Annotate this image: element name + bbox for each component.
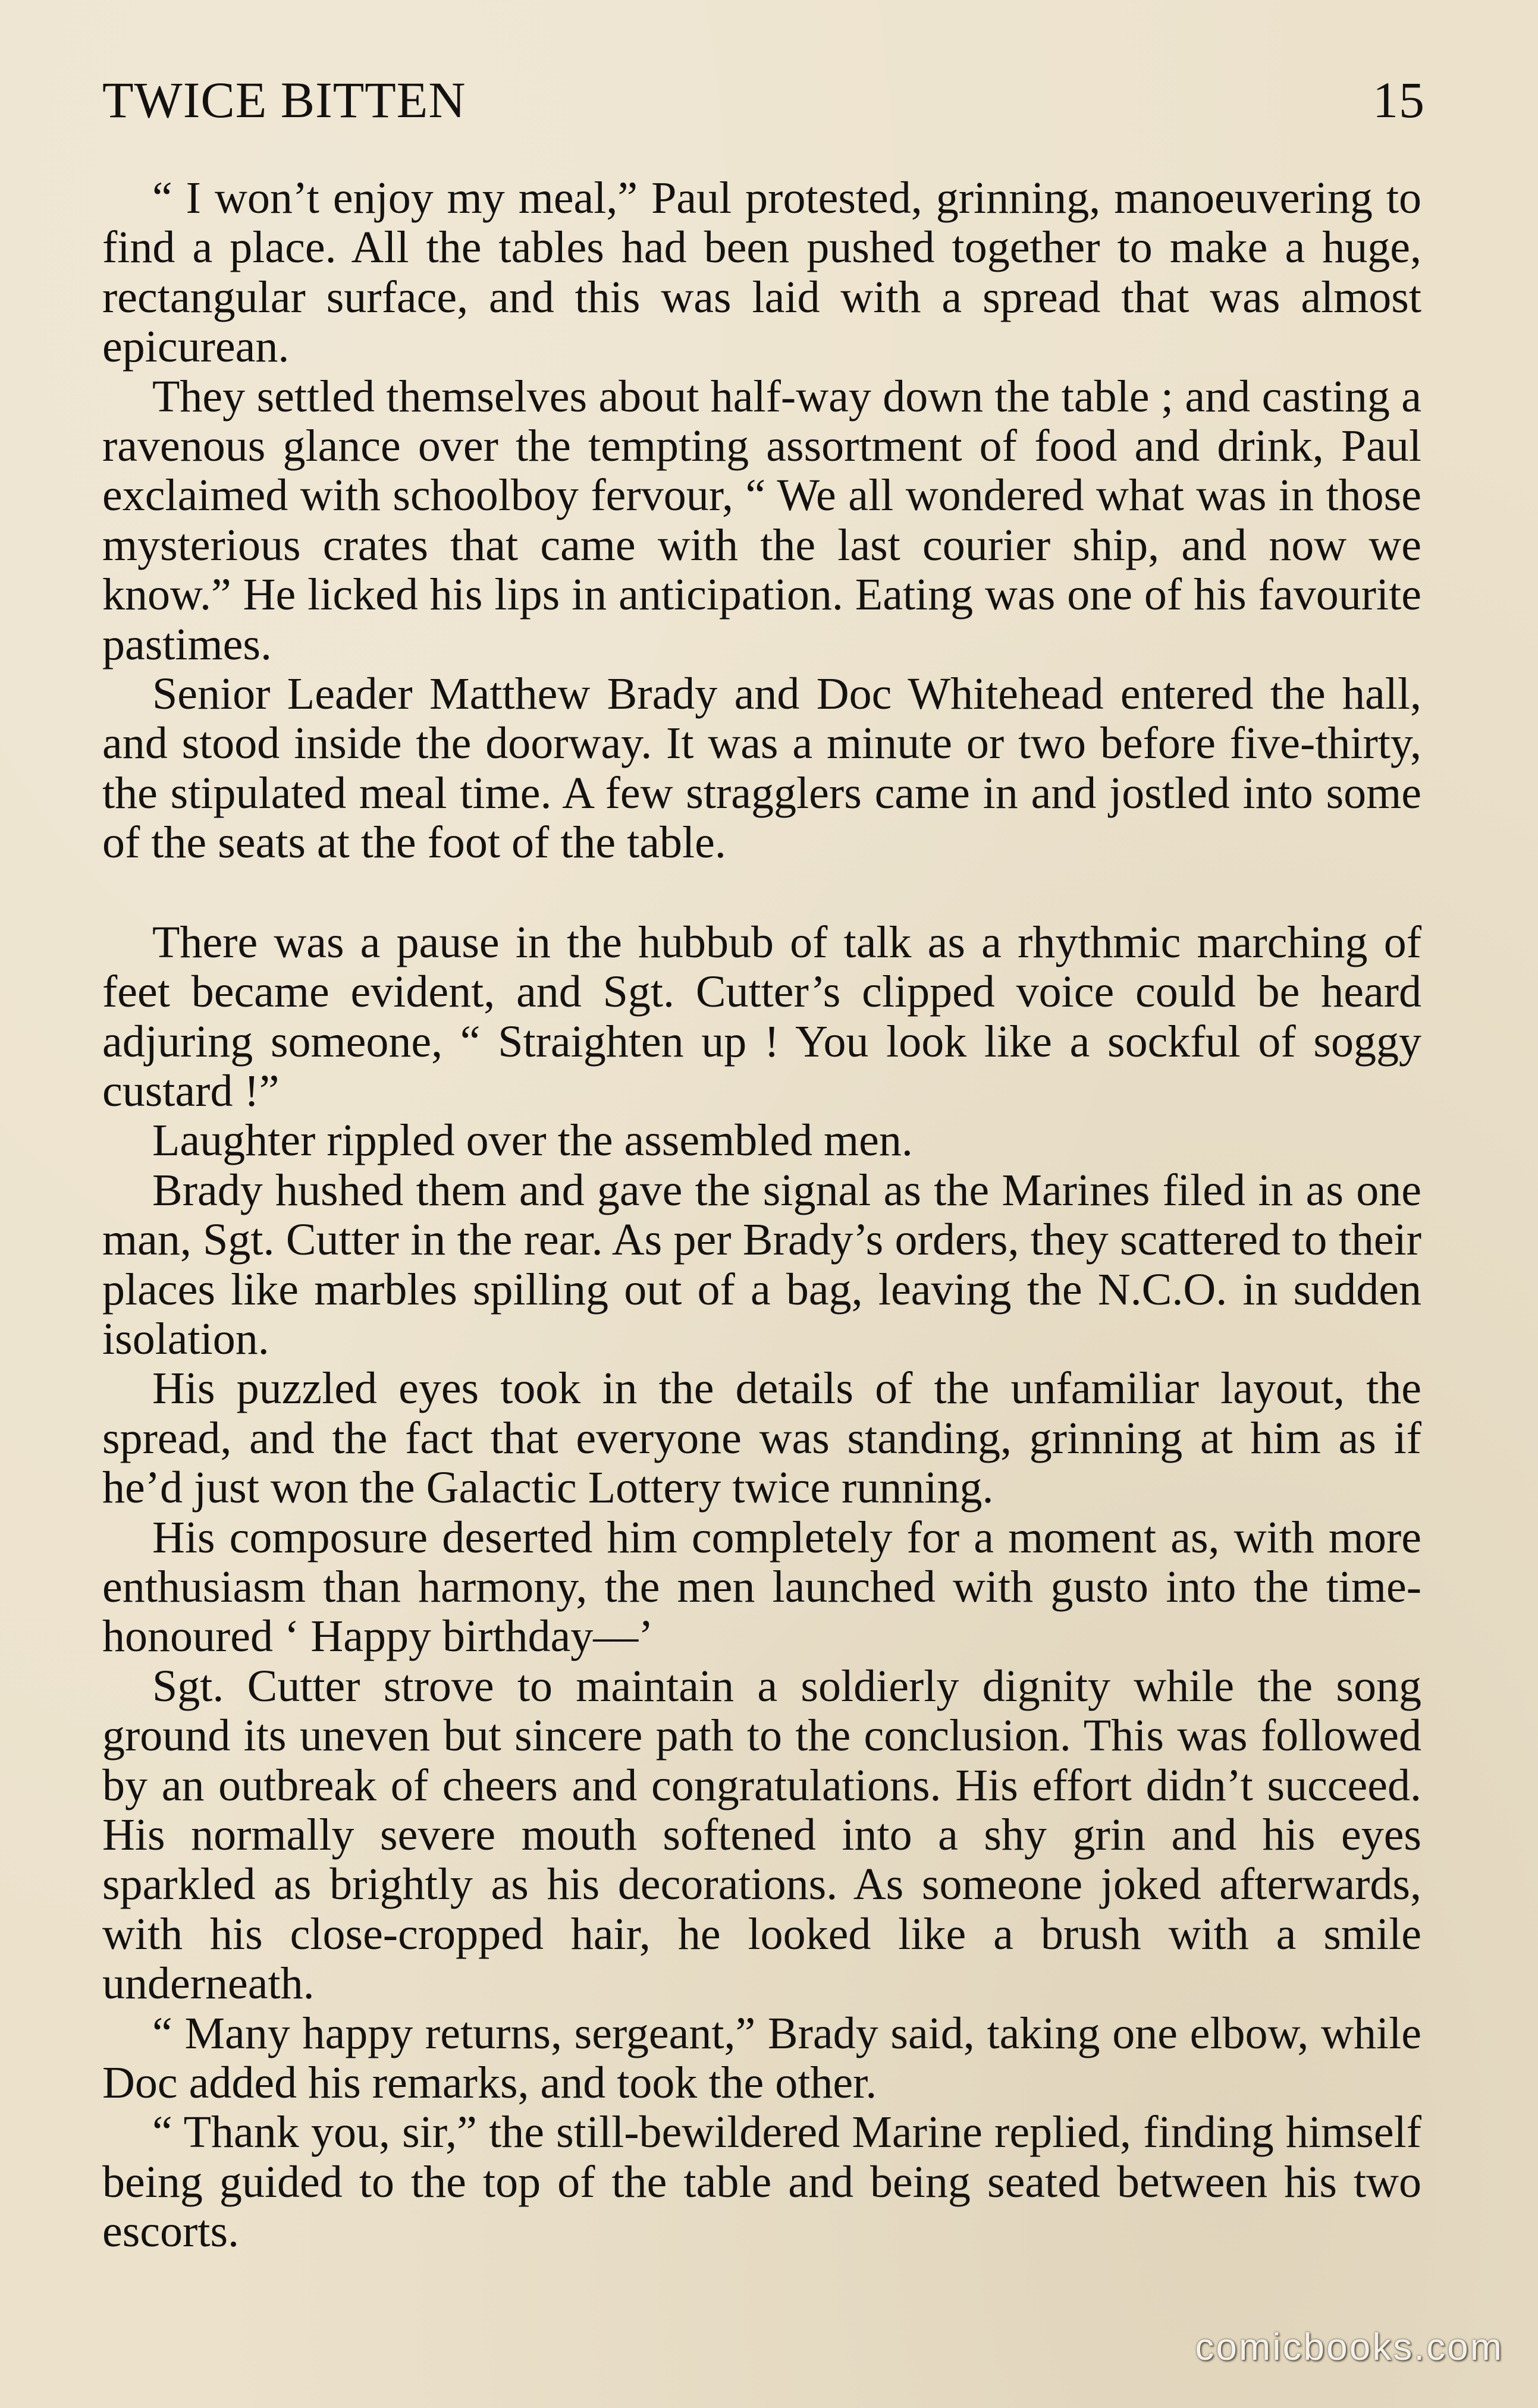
paragraph: His puzzled eyes took in the details of the unfamiliar layout, the spread, and the fact that everyone was standing, grinning at him as if he’d just won the Galactic Lottery twice running. xyxy=(102,1363,1421,1513)
paragraph: “ Thank you, sir,” the still-bewildered Marine replied, finding himself being guided to the top of the table and being seated between his two escorts. xyxy=(102,2107,1421,2257)
paragraph: His composure deserted him completely for a moment as, with more enthusiasm than harmony, the men launched with gusto into the time-honoured ‘ Happy birthday—’ xyxy=(102,1512,1421,1662)
page-number: 15 xyxy=(1373,71,1425,128)
site-watermark: comicbooks.com xyxy=(1195,2325,1504,2368)
paragraph: Senior Leader Matthew Brady and Doc Whitehead entered the hall, and stood inside the doorway. It was a minute or two before five-thirty, the stipulated meal time. A few stragglers came in and jostled into some of the seats at the foot of the table. xyxy=(102,669,1421,868)
paragraph: They settled themselves about half-way down the table ; and casting a ravenous glance over the tempting assortment of food and drink, Paul exclaimed with schoolboy fervour, “ We all wondered what was in those mysterious crates that came with the last courier ship, and now we know.” He licked his lips in anticipation. Eating was one of his favourite pastimes. xyxy=(102,371,1421,669)
paragraph: “ I won’t enjoy my meal,” Paul protested, grinning, manoeuvering to find a place. All the tables had been pushed together to make a huge, rectangular surface, and this was laid with a spread that was almost epicurean. xyxy=(102,173,1421,372)
paragraph: Brady hushed them and gave the signal as the Marines filed in as one man, Sgt. Cutter in the rear. As per Brady’s orders, they scattered to their places like marbles spilling out of a bag, leaving the N.C.O. in sudden isolation. xyxy=(102,1165,1421,1364)
body-text xyxy=(102,174,1421,2257)
paragraph: Sgt. Cutter strove to maintain a soldierly dignity while the song ground its uneven but sincere path to the conclusion. This was followed by an outbreak of cheers and congratulations. His effort didn’t succeed. His normally severe mouth softened into a shy grin and his eyes sparkled as brightly as his decorations. As someone joked afterwards, with his close-cropped hair, he looked like a brush with a smile underneath. xyxy=(102,1661,1421,2009)
paragraph: There was a pause in the hubbub of talk as a rhythmic marching of feet became evident, and Sgt. Cutter’s clipped voice could be heard adjuring someone, “ Straighten up ! You look like a sockful of soggy custard !” xyxy=(102,917,1421,1116)
running-title: TWICE BITTEN xyxy=(102,71,466,128)
running-header xyxy=(102,70,1425,130)
paragraph: Laughter rippled over the assembled men. xyxy=(152,1115,913,1166)
paragraph: “ Many happy returns, sergeant,” Brady said, taking one elbow, while Doc added his remarks, and took the other. xyxy=(102,2008,1421,2108)
